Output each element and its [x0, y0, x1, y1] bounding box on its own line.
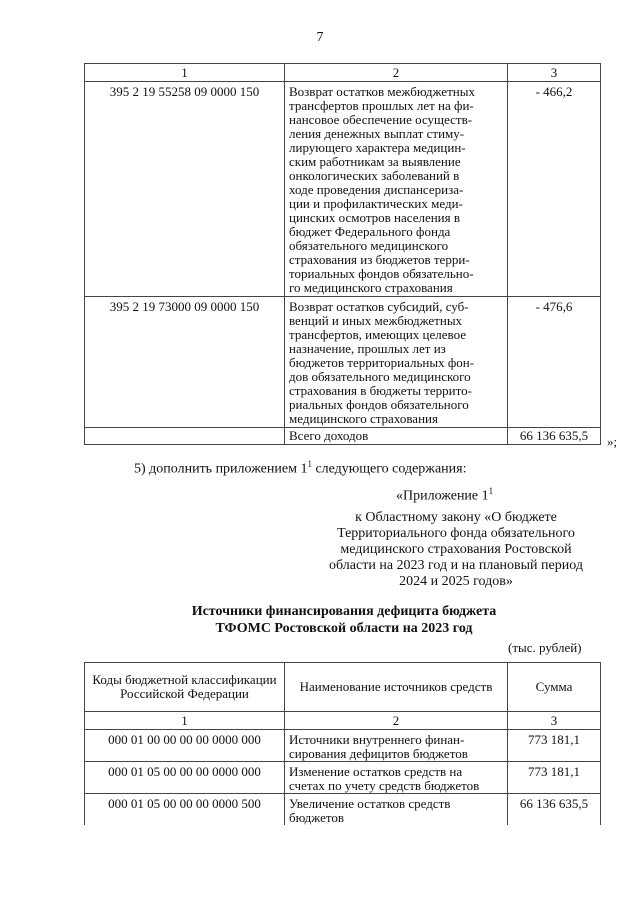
- table-row: [85, 762, 601, 794]
- paragraph-text-end: следующего содержания:: [311, 461, 467, 477]
- budget-code: 395 2 19 55258 09 0000 150: [85, 82, 285, 297]
- total-amount: 66 136 635,5: [508, 428, 601, 445]
- budget-code: 000 01 05 00 00 00 0000 000: [85, 762, 285, 794]
- row-description: [285, 297, 508, 428]
- section-heading: [84, 603, 604, 637]
- total-row: [85, 428, 601, 445]
- row-amount: - 466,2: [508, 82, 601, 297]
- financing-sources-table: [84, 662, 601, 825]
- column-number-3: 3: [508, 64, 601, 82]
- desc-line: ским работникам за выявление: [289, 154, 461, 169]
- heading-line: ТФОМС Ростовской области на 2023 год: [215, 621, 473, 636]
- row-description: [285, 762, 508, 794]
- appendix-line: области на 2023 год и на плановый период: [329, 558, 583, 573]
- row-amount: 773 181,1: [508, 762, 601, 794]
- desc-line: Возврат остатков межбюджетных: [289, 84, 475, 99]
- desc-line: риальных фондов обязательного: [289, 397, 469, 412]
- appendix-title-superscript: 1: [488, 486, 494, 496]
- desc-line: обязательного медицинского: [289, 238, 449, 253]
- desc-line: бюджет Федерального фонда: [289, 224, 451, 239]
- row-description: [285, 730, 508, 762]
- desc-line: бюджетов территориальных фон-: [289, 355, 475, 370]
- desc-line: ления денежных выплат стиму-: [289, 126, 465, 141]
- budget-code: 000 01 00 00 00 00 0000 000: [85, 730, 285, 762]
- total-label: Всего доходов: [285, 428, 508, 445]
- desc-line: нансовое обеспечение осуществ-: [289, 112, 473, 127]
- desc-line: дов обязательного медицинского: [289, 369, 471, 384]
- column-number-1: 1: [85, 712, 285, 730]
- budget-code: 395 2 19 73000 09 0000 150: [85, 297, 285, 428]
- column-number-3: 3: [508, 712, 601, 730]
- column-number-2: 2: [285, 64, 508, 82]
- empty-cell: [85, 428, 285, 445]
- column-number-1: 1: [85, 64, 285, 82]
- desc-line: Изменение остатков средств на: [289, 764, 463, 779]
- desc-line: назначение, прошлых лет из: [289, 341, 446, 356]
- desc-line: счетах по учету средств бюджетов: [289, 778, 480, 793]
- appendix-line: к Областному закону «О бюджете: [355, 510, 557, 525]
- column-header-codes: Коды бюджетной классификации Российской Федерации: [85, 663, 285, 712]
- appendix-title: [396, 486, 493, 505]
- appendix-line: медицинского страхования Ростовской: [340, 542, 572, 557]
- amendment-paragraph: [134, 459, 467, 478]
- appendix-reference: [308, 510, 604, 590]
- table-row: [85, 297, 601, 428]
- row-amount: 773 181,1: [508, 730, 601, 762]
- budget-code: 000 01 05 00 00 00 0000 500: [85, 794, 285, 826]
- desc-line: онкологических заболеваний в: [289, 168, 460, 183]
- desc-line: бюджетов: [289, 810, 345, 825]
- page-number: 7: [316, 30, 324, 45]
- desc-line: цинских осмотров населения в: [289, 210, 461, 225]
- desc-line: Увеличение остатков средств: [289, 796, 451, 811]
- paragraph-text: 5) дополнить приложением 1: [134, 461, 308, 477]
- desc-line: трансфертов прошлых лет на фи-: [289, 98, 474, 113]
- desc-line: страхования из бюджетов терри-: [289, 252, 470, 267]
- table-header-row: [85, 663, 601, 712]
- appendix-title-text: «Приложение 1: [396, 488, 489, 504]
- row-description: [285, 82, 508, 297]
- desc-line: страхования в бюджеты террито-: [289, 383, 472, 398]
- desc-line: медицинского страхования: [289, 411, 438, 426]
- desc-line: лирующего характера медицин-: [289, 140, 466, 155]
- desc-line: сирования дефицитов бюджетов: [289, 746, 468, 761]
- closing-quote-mark: »;: [607, 434, 618, 449]
- desc-line: ходе проведения диспансеризa-: [289, 182, 464, 197]
- revenue-table: [84, 63, 601, 445]
- column-header-names: Наименование источников средств: [285, 663, 508, 712]
- heading-line: Источники финансирования дефицита бюджета: [191, 604, 497, 619]
- table-header-row: [85, 64, 601, 82]
- appendix-line: Территориального фонда обязательного: [337, 526, 575, 541]
- desc-line: Возврат остатков субсидий, суб-: [289, 299, 469, 314]
- units-label: (тыс. рублей): [508, 640, 582, 655]
- column-number-2: 2: [285, 712, 508, 730]
- desc-line: венций и иных межбюджетных: [289, 313, 463, 328]
- desc-line: го медицинского страхования: [289, 280, 453, 295]
- table-number-row: [85, 712, 601, 730]
- table-row: [85, 794, 601, 826]
- paragraph-superscript: 1: [307, 459, 312, 469]
- desc-line: ториальных фондов обязательно-: [289, 266, 474, 281]
- row-amount: 66 136 635,5: [508, 794, 601, 826]
- row-description: [285, 794, 508, 826]
- row-amount: - 476,6: [508, 297, 601, 428]
- table-row: [85, 82, 601, 297]
- desc-line: Источники внутреннего финан-: [289, 732, 465, 747]
- column-header-sum: Сумма: [508, 663, 601, 712]
- desc-line: ции и профилактических меди-: [289, 196, 463, 211]
- desc-line: трансфертов, имеющих целевое: [289, 327, 467, 342]
- table-row: [85, 730, 601, 762]
- appendix-line: 2024 и 2025 годов»: [399, 574, 513, 589]
